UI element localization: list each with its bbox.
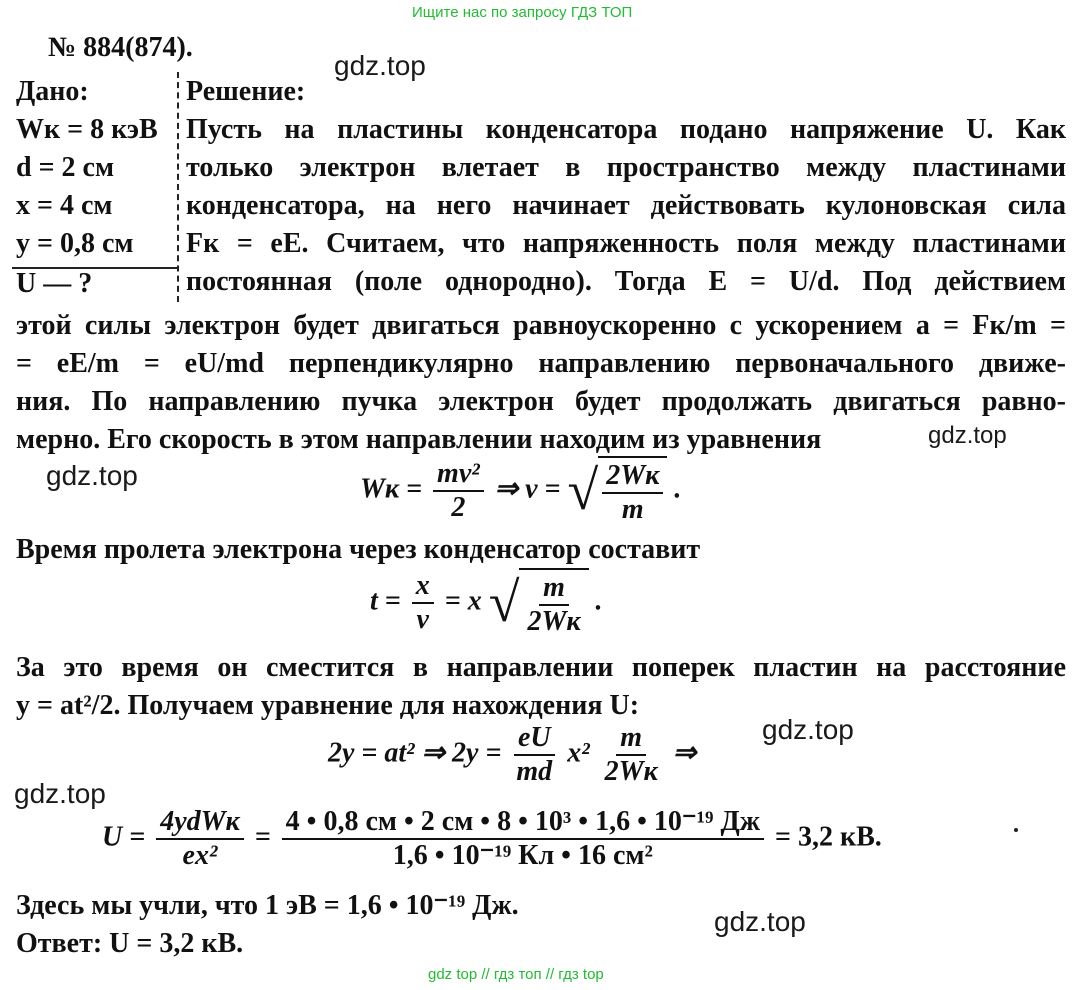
eq2-mid: = x: [444, 585, 482, 617]
answer: Ответ: U = 3,2 кВ.: [16, 928, 244, 959]
eq1-sqrt-body: [598, 456, 667, 526]
solution-line: постоянная (поле однородно). Тогда E = U/d. Под действием: [186, 266, 1066, 297]
solution-line: мерно. Его скорость в этом направлении находим из уравнения: [16, 424, 822, 455]
eq1-sqrt-den: m: [621, 494, 644, 525]
eq2-fraction: [412, 570, 434, 636]
eq4-den1: ex²: [182, 840, 218, 871]
watermark: gdz.top: [46, 460, 138, 491]
solution-line: Пусть на пластины конденсатора подано напряжение U. Как: [186, 114, 1066, 145]
eq3-mid: x²: [567, 737, 590, 769]
watermark: gdz.top: [14, 778, 106, 809]
watermark: gdz.top: [928, 422, 1007, 449]
eq2-sqrt: [489, 568, 589, 638]
stray-dot: [1014, 828, 1018, 832]
eq2-end: .: [595, 585, 603, 617]
eq1-end: .: [674, 473, 682, 505]
eq3-num1: eU: [514, 722, 555, 756]
sqrt-icon: √: [567, 460, 599, 522]
eq2-sqrt-num: m: [539, 572, 569, 606]
given-label: Дано:: [16, 76, 89, 107]
eq1-den: 2: [451, 492, 466, 523]
given-separator: [177, 72, 179, 302]
eq1-sqrt-num: 2Wк: [602, 460, 663, 494]
header-banner: Ищите нас по запросу ГДЗ ТОП: [412, 4, 633, 21]
eq3-end: ⇒: [672, 737, 697, 769]
eq1-fraction: [433, 458, 484, 524]
eq3-fraction-1: [512, 722, 556, 788]
eq1-arrow: ⇒ v =: [494, 473, 561, 505]
eq3-den2: 2Wк: [604, 756, 658, 787]
eq3-fraction-2: [601, 722, 662, 788]
eq2-lhs: t =: [370, 585, 401, 617]
eq2-sqrt-fraction: [523, 572, 584, 638]
time-line: Время пролета электрона через конденсатор составит: [16, 534, 701, 565]
equation-time: [370, 568, 603, 638]
eq1-num: mv²: [433, 458, 484, 492]
eq3-lhs: 2y = at² ⇒ 2y =: [328, 737, 502, 769]
eq1-lhs: Wк =: [360, 473, 423, 505]
solution-line: Fк = eE. Считаем, что напряженность поля между пластинами: [186, 228, 1066, 259]
given-item: x = 4 см: [16, 190, 113, 221]
after-line: y = at²/2. Получаем уравнение для нахождения U:: [16, 690, 640, 721]
watermark: gdz.top: [334, 50, 426, 81]
eq1-sqrt-fraction: [602, 460, 663, 526]
equation-kinetic-energy: [360, 456, 681, 526]
solution-line: конденсатора, на него начинает действовать кулоновская сила: [186, 190, 1066, 221]
solution-line: = eE/m = eU/md перпендикулярно направлению первоначального движе-: [16, 348, 1066, 379]
watermark: gdz.top: [762, 714, 854, 745]
eq3-den1: md: [516, 756, 553, 787]
eq4-num1: 4ydWк: [156, 806, 244, 840]
equation-voltage: [102, 806, 882, 872]
eq1-sqrt: [568, 456, 668, 526]
eq4-result: = 3,2 кВ.: [775, 821, 882, 853]
watermark: gdz.top: [714, 906, 806, 937]
solution-label: Решение:: [186, 76, 306, 107]
eq2-den: v: [416, 604, 429, 635]
eq4-den2: 1,6 • 10⁻¹⁹ Кл • 16 см²: [392, 840, 653, 871]
eq3-num2: m: [616, 722, 646, 756]
eq4-fraction-2: [282, 806, 764, 872]
eq4-lhs: U =: [102, 821, 146, 853]
given-item: y = 0,8 см: [16, 228, 134, 259]
problem-number: № 884(874).: [48, 32, 193, 63]
solution-line: только электрон влетает в пространство между пластинами: [186, 152, 1066, 183]
footer-text: gdz top // гдз топ // гдз top: [428, 966, 604, 983]
solution-line: этой силы электрон будет двигаться равноускоренно с ускорением a = Fк/m =: [16, 310, 1066, 341]
eq2-num: x: [412, 570, 434, 604]
after-line: За это время он сместится в направлении поперек пластин на расстояние: [16, 652, 1066, 683]
sqrt-icon: √: [488, 572, 520, 634]
eq4-num2: 4 • 0,8 см • 2 см • 8 • 10³ • 1,6 • 10⁻¹⁹ Дж: [282, 806, 764, 840]
eq2-sqrt-body: [519, 568, 588, 638]
given-item: Wк = 8 кэВ: [16, 114, 158, 145]
eq4-fraction-1: [156, 806, 244, 872]
solution-line: ния. По направлению пучка электрон будет продолжать двигаться равно-: [16, 386, 1066, 417]
given-find: U — ?: [16, 268, 93, 299]
equation-displacement: [328, 722, 696, 788]
eq4-eq: =: [254, 821, 271, 853]
given-item: d = 2 см: [16, 152, 115, 183]
note: Здесь мы учли, что 1 эВ = 1,6 • 10⁻¹⁹ Дж.: [16, 890, 519, 921]
eq2-sqrt-den: 2Wк: [527, 606, 581, 637]
